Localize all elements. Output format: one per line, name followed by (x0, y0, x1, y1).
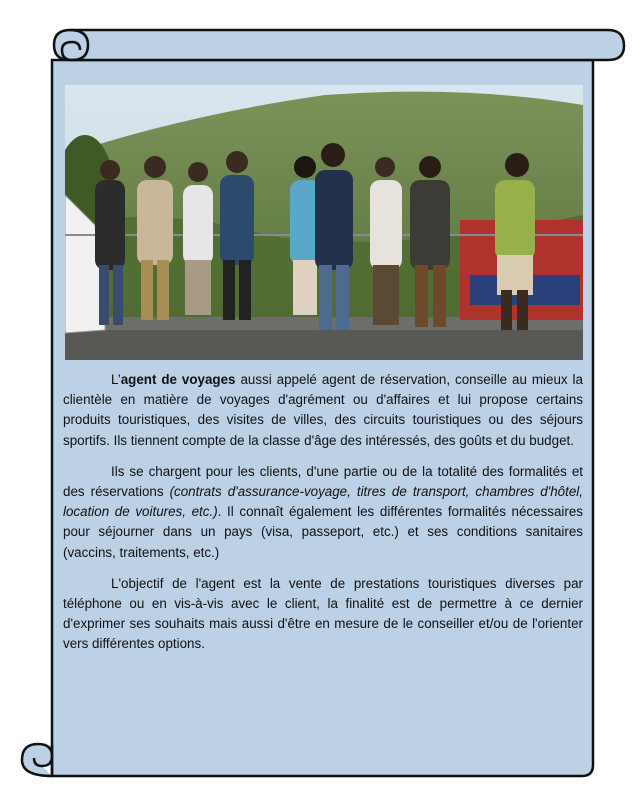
scroll-top-roll (54, 30, 624, 60)
tourist-group-photo (65, 85, 583, 360)
photo-tourist-group-icon (65, 85, 583, 360)
scroll-bottom-curl (22, 744, 52, 776)
paragraph-1-rest: aussi appelé agent de réservation, conseille au mieux la clientèle en matière de voyages d'agrément ou d'affaires et lui propose certains produits touristiques, des visites de villes, des circuits touristiques ou des séjours sportifs. Ils tiennent compte de la classe d'âge des intéressés, des goûts et du budget. (63, 372, 583, 448)
paragraph-2 (63, 462, 583, 563)
agent-de-voyages-term: agent de voyages (120, 372, 236, 387)
paragraph-1-prefix: L’ (111, 372, 121, 387)
paragraph-3 (63, 574, 583, 655)
paragraph-2-italic: (contrats d'assurance-voyage, titres de transport, chambres d'hôtel, location de voitures, etc.) (63, 484, 583, 520)
paragraph-3-text: L'objectif de l'agent est la vente de prestations touristiques diverses par téléphone ou en vis-à-vis avec le client, la finalité est de permettre à ce dernier d'exprimer ses souhaits mais aussi d'être en mesure de le conseiller et/ou de l'orienter vers différentes options. (63, 575, 583, 652)
paragraph-2-before: Ils se chargent pour les clients, d'une partie ou de la totalité des formalités et des réservations (63, 463, 583, 500)
paragraph-2-after: . Il connaît également les différentes formalités nécessaires pour séjourner dans un pays (visa, passeport, etc.) et ses conditions sanitaires (vaccins, traitements, etc.) (63, 504, 583, 560)
article-text (63, 370, 583, 666)
paragraph-1 (63, 370, 583, 451)
